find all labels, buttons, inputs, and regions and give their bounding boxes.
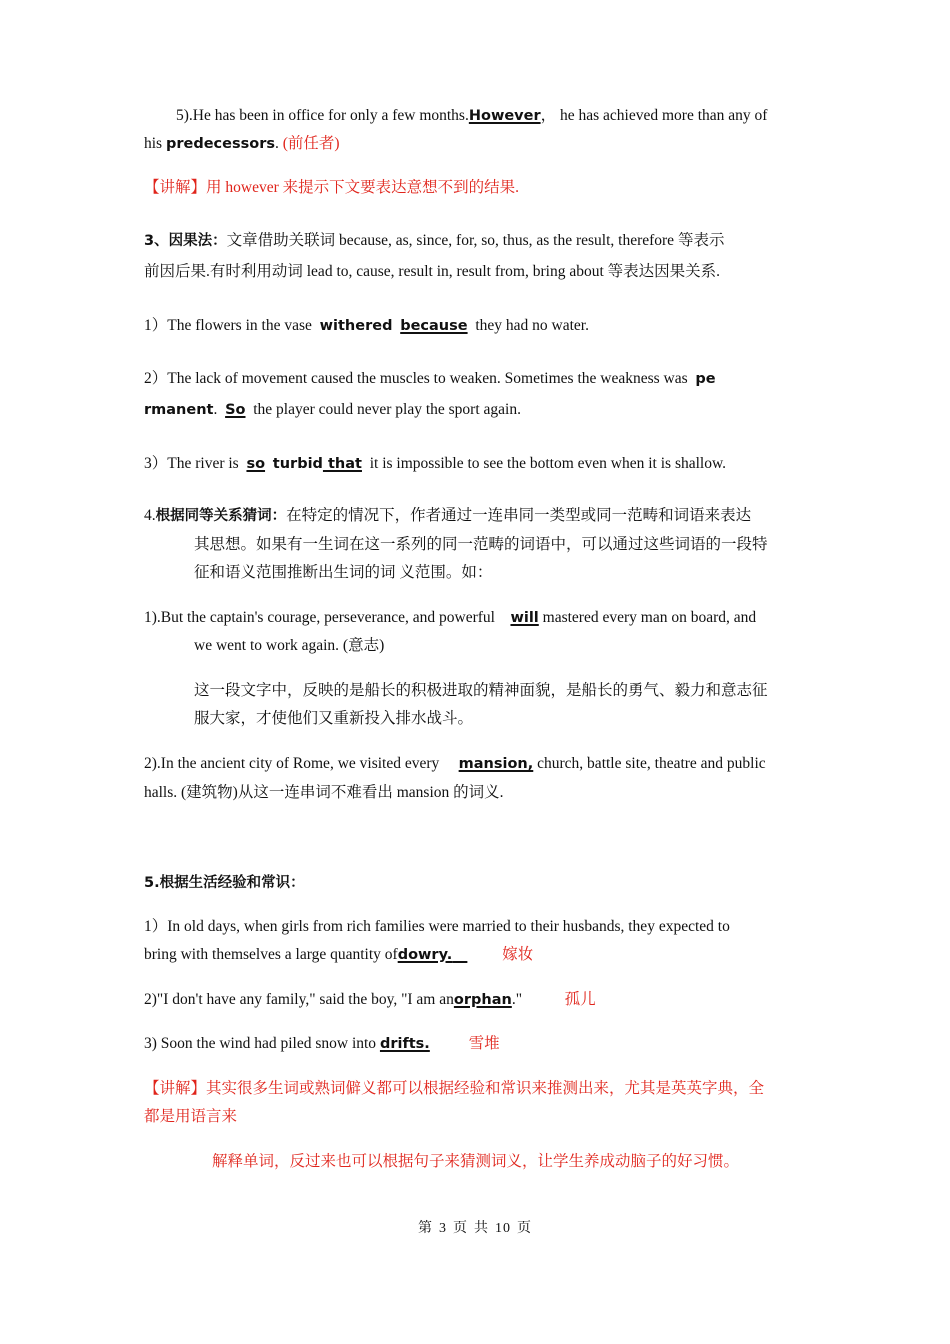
keyword-drifts: drifts. [379,1036,430,1052]
keyword-so: So [225,402,246,418]
keyword-dowry: dowry. [397,947,453,963]
keyword-because: because [400,318,468,334]
translation: 孤儿 [564,991,596,1008]
example-however-line2: his predecessors. (前任者) [144,135,340,152]
page-number: 3 [439,1221,447,1236]
translation: 嫁妆 [502,946,534,963]
keyword-so: so [246,456,266,472]
equivalence-explanation: 这一段文字中，反映的是船长的积极进取的精神面貌，是船长的勇气、毅力和意志征 [194,682,768,699]
section-4-intro: 4.根据同等关系猜词：在特定的情况下，作者通过一连串同一类型或同一范畴和词语来表达 [144,507,752,524]
cause-example-2: 2）The lack of movement caused the muscles to weaken. Sometimes the weakness was pe [144,370,716,387]
cause-example-1: 1）The flowers in the vase withered because they had no water. [144,317,589,334]
keyword-will: will [510,610,539,626]
page-footer: 第 3 页 共 10 页 [418,1221,532,1236]
equivalence-example-2: 2).In the ancient city of Rome, we visited every mansion, church, battle site, theatre and public [144,755,766,772]
keyword-predecessors: predecessors [165,136,275,152]
keyword-withered: withered [319,318,393,334]
section-3-line2: 前因后果.有时利用动词 lead to, cause, result in, result from, bring about 等表达因果关系. [144,263,721,280]
equivalence-explanation-line2: 服大家，才使他们又重新投入排水战斗。 [194,710,474,727]
keyword-that: that [322,456,362,472]
keyword-turbid: turbid [272,456,323,472]
section-heading: 3、因果法： [144,233,227,249]
explanation-note-2-line3: 解释单词，反过来也可以根据句子来猜测词义，让学生养成动脑子的好习惯。 [212,1153,740,1170]
life-example-1: 1）In old days, when girls from rich families were married to their husbands, they expected to [144,918,730,935]
translation: (前任者) [282,135,340,152]
section-heading: .根据生活经验和常识： [154,875,305,891]
section-4-line3: 征和语义范围推断出生词的词 义范围。如： [194,564,493,581]
equivalence-example-1-line2: we went to work again. (意志) [194,637,385,654]
explanation-note: 【讲解】用 however 来提示下文要表达意想不到的结果. [144,179,519,196]
cause-example-3: 3）The river is so turbid that it is impossible to see the bottom even when it is shallow. [144,455,727,472]
keyword-permanent-part1: pe [695,371,716,387]
keyword-permanent-part2: rmanent [144,402,214,418]
keyword-orphan: orphan [453,992,512,1008]
example-however: 5).He has been in office for only a few months.However， he has achieved more than any of [176,107,768,124]
keyword-mansion: mansion, [458,756,534,772]
section-4-line2: 其思想。如果有一生词在这一系列的同一范畴的词语中，可以通过这些词语的一段特 [194,536,768,553]
page-total: 10 [495,1221,511,1236]
keyword-however: However [468,108,541,124]
equivalence-example-1: 1).But the captain's courage, perseverance, and powerful will mastered every man on board, and [144,609,757,626]
section-5-heading: 5.根据生活经验和常识： [144,875,305,891]
cause-example-2-line2: rmanent. So the player could never play the sport again. [144,401,521,418]
life-example-2: 2)"I don't have any family," said the boy, "I am anorphan." 孤儿 [144,991,596,1008]
section-3-intro: 3、因果法：文章借助关联词 because, as, since, for, so, thus, as the result, therefore 等表示 [144,232,725,249]
translation: 雪堆 [468,1035,500,1052]
section-heading: 根据同等关系猜词： [155,508,287,524]
life-example-3: 3) Soon the wind had piled snow into drifts. 雪堆 [144,1035,500,1052]
explanation-note-2: 【讲解】其实很多生词或熟词僻义都可以根据经验和常识来推测出来，尤其是英英字典，全 [144,1080,765,1097]
life-example-1-line2: bring with themselves a large quantity ofdowry. 嫁妆 [144,946,534,963]
explanation-note-2-line2: 都是用语言来 [144,1108,238,1125]
equivalence-example-2-line2: halls. (建筑物)从这一连串词不难看出 mansion 的词义. [144,784,504,801]
